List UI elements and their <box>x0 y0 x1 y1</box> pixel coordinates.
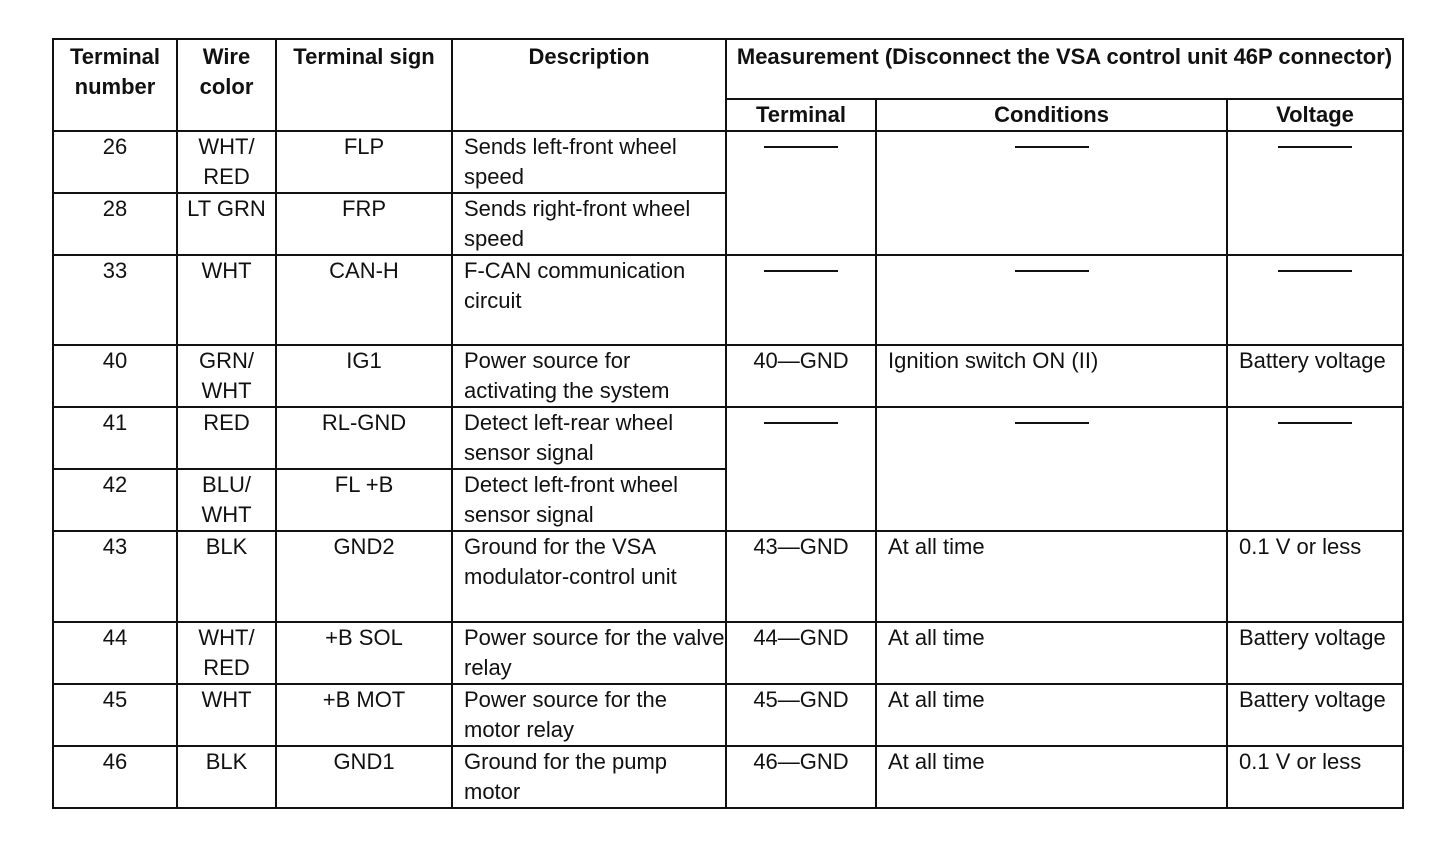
dash-mark <box>1015 146 1089 148</box>
conditions-cell: At all time <box>876 684 1227 746</box>
conditions-cell: At all time <box>876 622 1227 684</box>
dash-mark <box>1015 270 1089 272</box>
terminal-sign-cell: FL +B <box>276 469 452 531</box>
terminal-sign-cell: CAN-H <box>276 255 452 345</box>
terminal-sign-cell: FRP <box>276 193 452 255</box>
terminal-sign-cell: GND2 <box>276 531 452 622</box>
wire-color-cell: WHT/ RED <box>177 131 276 193</box>
description-cell: Power source for activating the system <box>452 345 726 407</box>
voltage-cell: Battery voltage <box>1227 622 1403 684</box>
terminal-number-cell: 41 <box>53 407 177 469</box>
terminal-sign-cell: IG1 <box>276 345 452 407</box>
header-voltage: Voltage <box>1227 99 1403 131</box>
terminal-sign-cell: +B SOL <box>276 622 452 684</box>
dash-mark <box>764 422 838 424</box>
description-cell: F-CAN communication circuit <box>452 255 726 345</box>
voltage-cell: 0.1 V or less <box>1227 531 1403 622</box>
wire-color-cell: GRN/ WHT <box>177 345 276 407</box>
wire-color-cell: BLK <box>177 746 276 808</box>
terminal-number-cell: 28 <box>53 193 177 255</box>
dash-mark <box>1278 422 1352 424</box>
terminal-spec-table <box>52 38 1404 809</box>
measurement-terminal-cell: 45—GND <box>726 684 876 746</box>
terminal-number-cell: 33 <box>53 255 177 345</box>
description-cell: Sends right-front wheel speed <box>452 193 726 255</box>
measurement-terminal-cell <box>726 255 876 345</box>
voltage-cell: Battery voltage <box>1227 684 1403 746</box>
wire-color-cell: RED <box>177 407 276 469</box>
terminal-number-cell: 44 <box>53 622 177 684</box>
voltage-cell <box>1227 131 1403 255</box>
terminal-number-cell: 26 <box>53 131 177 193</box>
header-description: Description <box>452 39 726 131</box>
dash-mark <box>1015 422 1089 424</box>
voltage-cell <box>1227 255 1403 345</box>
description-cell: Ground for the pump motor <box>452 746 726 808</box>
conditions-cell <box>876 131 1227 255</box>
table-row <box>53 255 1403 345</box>
wire-color-cell: WHT/ RED <box>177 622 276 684</box>
header-conditions: Conditions <box>876 99 1227 131</box>
description-cell: Power source for the valve relay <box>452 622 726 684</box>
voltage-cell: Battery voltage <box>1227 345 1403 407</box>
table-row <box>53 131 1403 193</box>
terminal-number-cell: 40 <box>53 345 177 407</box>
conditions-cell: At all time <box>876 531 1227 622</box>
conditions-cell: At all time <box>876 746 1227 808</box>
conditions-cell <box>876 407 1227 531</box>
dash-mark <box>1278 270 1352 272</box>
description-cell: Sends left-front wheel speed <box>452 131 726 193</box>
dash-mark <box>1278 146 1352 148</box>
header-terminal: Terminal <box>726 99 876 131</box>
voltage-cell <box>1227 407 1403 531</box>
terminal-sign-cell: GND1 <box>276 746 452 808</box>
header-terminal-number: Terminal number <box>53 39 177 131</box>
conditions-cell <box>876 255 1227 345</box>
terminal-sign-cell: RL-GND <box>276 407 452 469</box>
table-row <box>53 531 1403 622</box>
terminal-number-cell: 43 <box>53 531 177 622</box>
conditions-cell: Ignition switch ON (II) <box>876 345 1227 407</box>
terminal-sign-cell: +B MOT <box>276 684 452 746</box>
header-terminal-sign: Terminal sign <box>276 39 452 131</box>
measurement-terminal-cell <box>726 407 876 531</box>
dash-mark <box>764 146 838 148</box>
voltage-cell: 0.1 V or less <box>1227 746 1403 808</box>
measurement-terminal-cell: 43—GND <box>726 531 876 622</box>
table-row <box>53 407 1403 469</box>
measurement-terminal-cell: 40—GND <box>726 345 876 407</box>
terminal-number-cell: 42 <box>53 469 177 531</box>
measurement-terminal-cell: 46—GND <box>726 746 876 808</box>
dash-mark <box>764 270 838 272</box>
wire-color-cell: BLU/ WHT <box>177 469 276 531</box>
description-cell: Detect left-front wheel sensor signal <box>452 469 726 531</box>
table-row <box>53 746 1403 808</box>
wire-color-cell: LT GRN <box>177 193 276 255</box>
wire-color-cell: WHT <box>177 255 276 345</box>
wire-color-cell: WHT <box>177 684 276 746</box>
terminal-number-cell: 46 <box>53 746 177 808</box>
description-cell: Detect left-rear wheel sensor signal <box>452 407 726 469</box>
table-row <box>53 622 1403 684</box>
table-row <box>53 684 1403 746</box>
header-wire-color: Wire color <box>177 39 276 131</box>
description-cell: Ground for the VSA modulator-control unit <box>452 531 726 622</box>
measurement-terminal-cell <box>726 131 876 255</box>
description-cell: Power source for the motor relay <box>452 684 726 746</box>
terminal-sign-cell: FLP <box>276 131 452 193</box>
measurement-terminal-cell: 44—GND <box>726 622 876 684</box>
table-row <box>53 345 1403 407</box>
wire-color-cell: BLK <box>177 531 276 622</box>
header-measurement: Measurement (Disconnect the VSA control unit 46P connector) <box>726 39 1403 99</box>
terminal-number-cell: 45 <box>53 684 177 746</box>
